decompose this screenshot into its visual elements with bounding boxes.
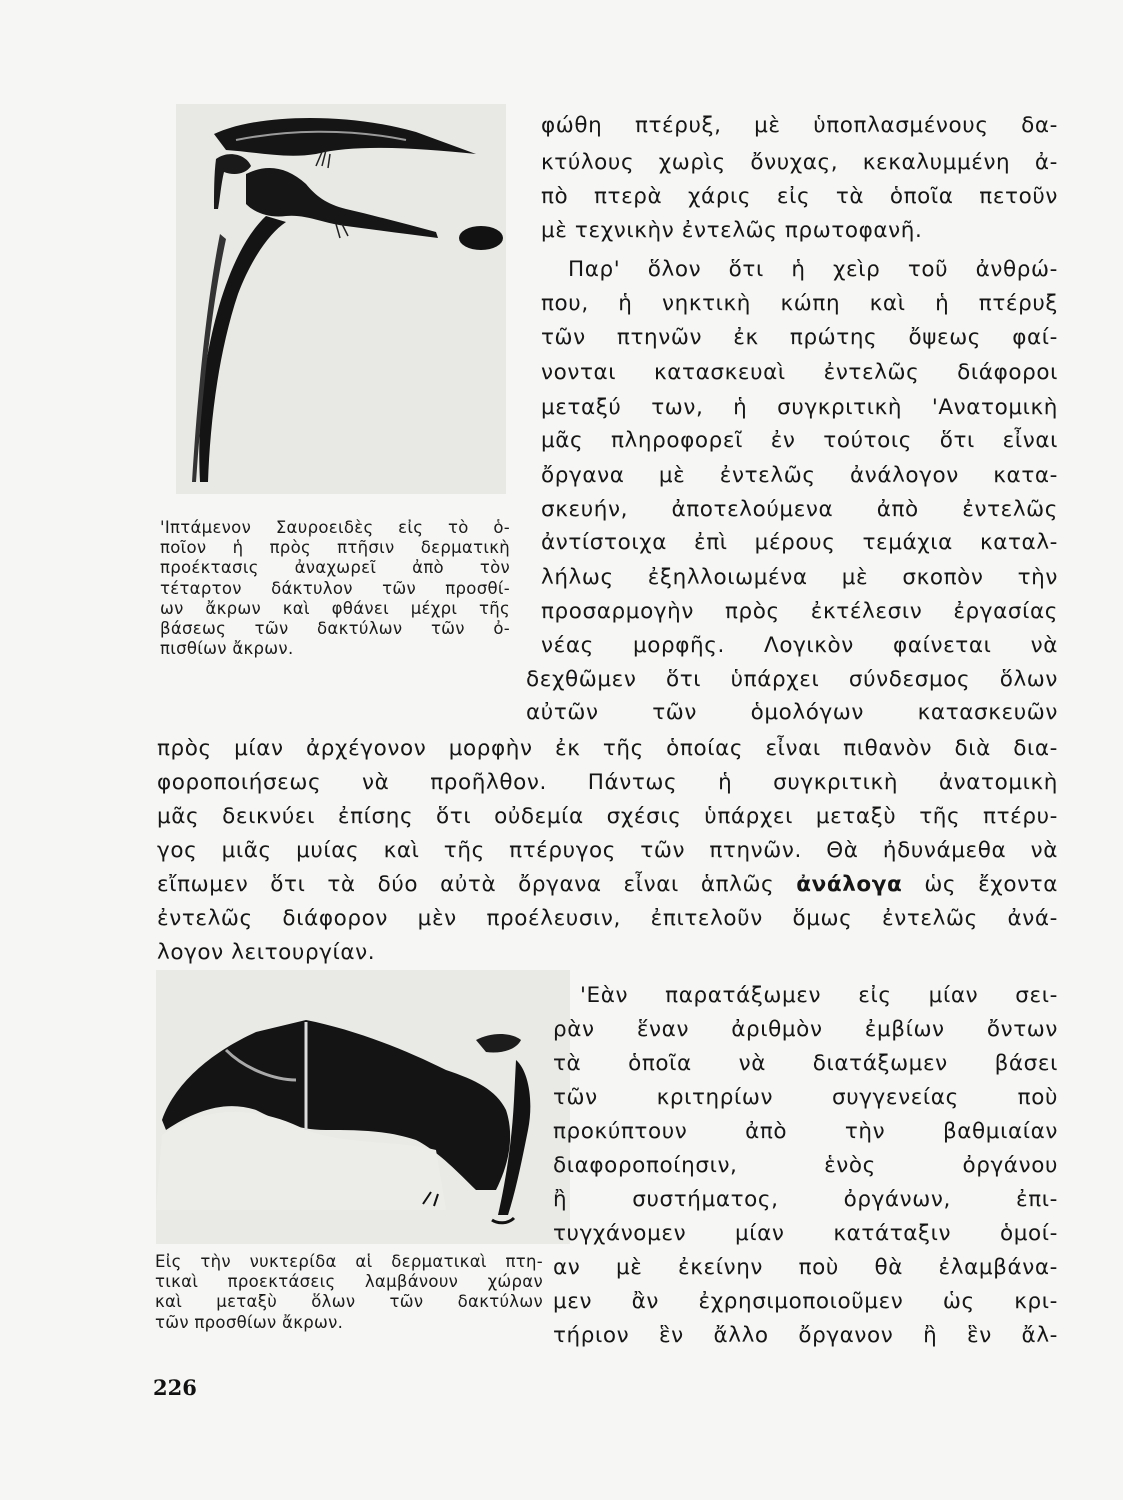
caption-line: τικαὶ προεκτάσεις λαμβάνουν χώραν <box>155 1272 543 1292</box>
text-line: ἐντελῶς διάφορον μὲν προέλευσιν, ἐπιτελοῦν ὅμως ἐντελῶς ἀνά- <box>157 906 1058 931</box>
text-line: λήλως ἐξηλλοιωμένα μὲ σκοπὸν τὴν <box>541 565 1058 590</box>
text-line: φώθη πτέρυξ, μὲ ὑποπλασμένους δα- <box>541 113 1058 138</box>
text-line: μεν ἂν ἐχρησιμοποιοῦμεν ὡς κρι- <box>553 1289 1058 1314</box>
text-line: πρὸς μίαν ἀρχέγονον μορφὴν ἐκ τῆς ὁποίας εἶναι πιθανὸν διὰ δια- <box>157 736 1058 761</box>
caption-line: 'Ιπτάμενον Σαυροειδὲς εἰς τὸ ὁ- <box>160 518 510 537</box>
text-segment: εἴπωμεν ὅτι τὰ δύο αὐτὰ ὄργανα εἶναι ἁπλῶς <box>157 872 797 897</box>
caption-line: Εἰς τὴν νυκτερίδα αἱ δερματικαὶ πτη- <box>155 1252 543 1271</box>
caption-line: πισθίων ἄκρων. <box>160 639 294 659</box>
text-line: μᾶς δεικνύει ἐπίσης ὅτι οὐδεμία σχέσις ὑπάρχει μεταξὺ τῆς πτέρυ- <box>157 804 1058 829</box>
text-line: προκύπτουν ἀπὸ τὴν βαθμιαίαν <box>553 1119 1058 1144</box>
text-line: που, ἡ νηκτικὴ κώπη καὶ ἡ πτέρυξ <box>541 291 1058 316</box>
text-line: Παρ' ὅλον ὅτι ἡ χεὶρ τοῦ ἀνθρώ- <box>568 257 1058 282</box>
text-line: πὸ πτερὰ χάρις εἰς τὰ ὁποῖα πετοῦν <box>541 184 1058 209</box>
text-line: γος μιᾶς μυίας καὶ τῆς πτέρυγος τῶν πτηνῶν. Θὰ ἠδυνάμεθα νὰ <box>157 838 1058 863</box>
text-line: κτύλους χωρὶς ὄνυχας, κεκαλυμμένη ἀ- <box>541 150 1058 175</box>
text-line: ἢ συστήματος, ὀργάνων, ἐπι- <box>553 1187 1058 1212</box>
text-line: σκευήν, ἀποτελούμενα ἀπὸ ἐντελῶς <box>541 497 1058 522</box>
text-line: αν μὲ ἐκείνην ποὺ θὰ ἐλαμβάνα- <box>553 1255 1058 1280</box>
text-line: μεταξύ των, ἡ συγκριτικὴ 'Ανατομικὴ <box>541 395 1058 420</box>
text-line: νέας μορφῆς. Λογικὸν φαίνεται νὰ <box>541 633 1058 658</box>
bat-figure <box>156 970 570 1244</box>
text-line: νονται κατασκευαὶ ἐντελῶς διάφοροι <box>541 360 1058 385</box>
text-line: μὲ τεχνικὴν ἐντελῶς πρωτοφανῆ. <box>541 218 923 243</box>
text-line: φοροποιήσεως νὰ προῆλθον. Πάντως ἡ συγκριτικὴ ἀνατομικὴ <box>157 770 1058 795</box>
caption-line: βάσεως τῶν δακτύλων τῶν ὀ- <box>160 619 510 639</box>
text-line: αὐτῶν τῶν ὁμολόγων κατασκευῶν <box>526 700 1058 725</box>
caption-line: ποῖον ἡ πρὸς πτῆσιν δερματικὴ <box>160 538 510 558</box>
text-line: διαφοροποίησιν, ἑνὸς ὀργάνου <box>553 1153 1058 1178</box>
emphasized-term: ἀνάλογα <box>796 872 903 897</box>
text-line: προσαρμογὴν πρὸς ἐκτέλεσιν ἐργασίας <box>541 599 1058 624</box>
text-line: λογον λειτουργίαν. <box>157 940 376 965</box>
pterosaur-figure <box>176 104 506 494</box>
caption-line: ων ἄκρων καὶ φθάνει μέχρι τῆς <box>160 598 510 618</box>
page-number: 226 <box>153 1375 197 1400</box>
text-line-with-emphasis <box>157 872 1058 897</box>
text-line: ρὰν ἕναν ἀριθμὸν ἐμβίων ὄντων <box>553 1017 1058 1042</box>
caption-line: προέκτασις ἀναχωρεῖ ἀπὸ τὸν <box>160 558 510 578</box>
caption-line: τέταρτον δάκτυλον τῶν προσθί- <box>160 578 510 598</box>
text-line: μᾶς πληροφορεῖ ἐν τούτοις ὅτι εἶναι <box>541 428 1058 453</box>
pterosaur-caption <box>160 518 510 659</box>
text-line: τυγχάνομεν μίαν κατάταξιν ὁμοί- <box>553 1221 1058 1246</box>
text-line: τήριον ἓν ἄλλο ὄργανον ἢ ἓν ἄλ- <box>553 1323 1058 1348</box>
text-line: ὄργανα μὲ ἐντελῶς ἀνάλογον κατα- <box>541 463 1058 488</box>
text-line: τῶν κριτηρίων συγγενείας ποὺ <box>553 1085 1058 1110</box>
bat-illustration <box>156 970 570 1244</box>
text-line: τῶν πτηνῶν ἐκ πρώτης ὄψεως φαί- <box>541 325 1058 350</box>
text-segment: ὡς ἔχοντα <box>902 872 1058 897</box>
caption-line: τῶν προσθίων ἄκρων. <box>155 1312 344 1332</box>
text-line: 'Εὰν παρατάξωμεν εἰς μίαν σει- <box>580 983 1058 1008</box>
text-line: τὰ ὁποῖα νὰ διατάξωμεν βάσει <box>553 1051 1058 1076</box>
text-line: ἀντίστοιχα ἐπὶ μέρους τεμάχια καταλ- <box>541 530 1058 555</box>
bat-caption <box>155 1252 543 1333</box>
pterosaur-illustration <box>176 104 506 494</box>
caption-line: καὶ μεταξὺ ὅλων τῶν δακτύλων <box>155 1292 543 1312</box>
text-line: δεχθῶμεν ὅτι ὑπάρχει σύνδεσμος ὅλων <box>526 667 1058 692</box>
